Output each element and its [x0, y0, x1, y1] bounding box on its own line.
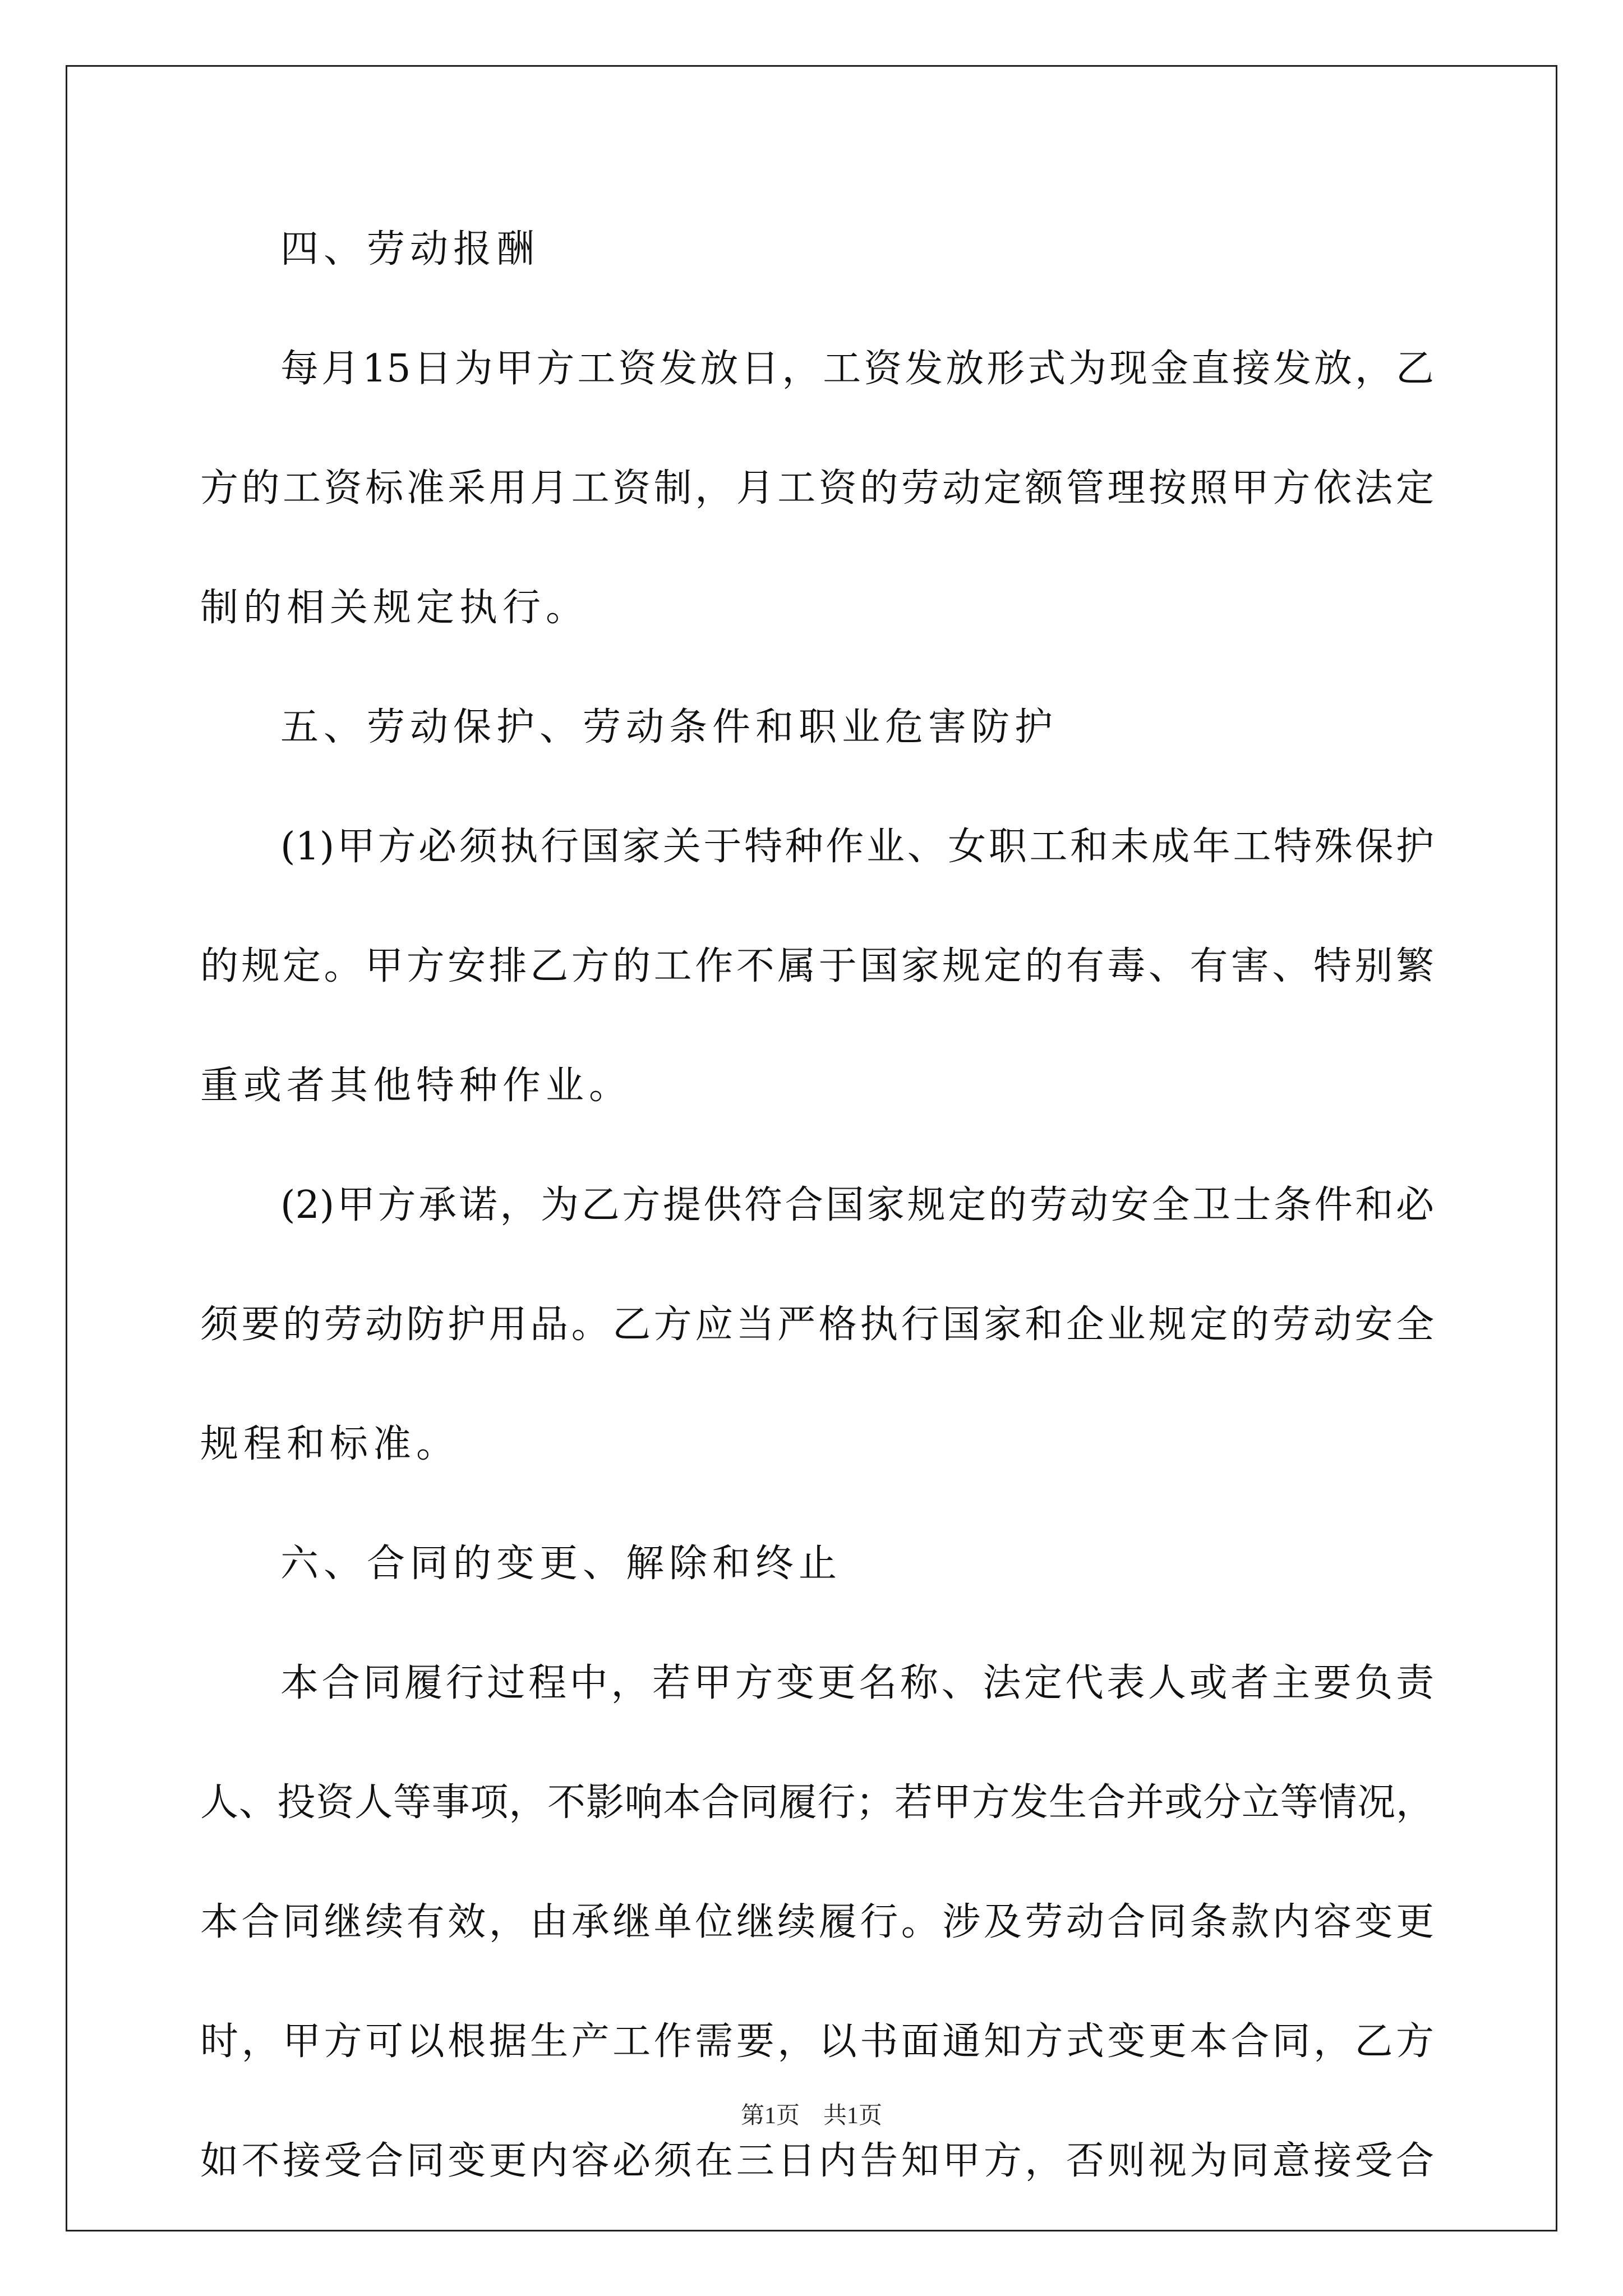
paragraph-line: 本合同继续有效，由承继单位继续履行。涉及劳动合同条款内容变更 [200, 1900, 1434, 1944]
paragraph-line: 时，甲方可以根据生产工作需要，以书面通知方式变更本合同，乙方 [200, 2019, 1434, 2064]
paragraph-line: 的规定。甲方安排乙方的工作不属于国家规定的有毒、有害、特别繁 [200, 944, 1434, 988]
section-heading-5: 五、劳动保护、劳动条件和职业危害防护 [280, 705, 1058, 749]
paragraph-line: 人、投资人等事项，不影响本合同履行；若甲方发生合并或分立等情况， [200, 1780, 1434, 1825]
paragraph-line: (1)甲方必须执行国家关于特种作业、女职工和未成年工特殊保护 [280, 825, 1434, 869]
paragraph-line: 本合同履行过程中，若甲方变更名称、法定代表人或者主要负责 [280, 1661, 1434, 1705]
page-footer: 第1页 共1页 [740, 2103, 882, 2129]
paragraph-line: 规程和标准。 [200, 1422, 460, 1466]
paragraph-line: 重或者其他特种作业。 [200, 1064, 633, 1108]
section-heading-6: 六、合同的变更、解除和终止 [280, 1542, 842, 1586]
paragraph-line: 制的相关规定执行。 [200, 586, 589, 630]
section-heading-4: 四、劳动报酬 [280, 227, 540, 272]
paragraph-line: (2)甲方承诺，为乙方提供符合国家规定的劳动安全卫士条件和必 [280, 1183, 1434, 1227]
paragraph-line: 方的工资标准采用月工资制，月工资的劳动定额管理按照甲方依法定 [200, 466, 1434, 510]
paragraph-line: 须要的劳动防护用品。乙方应当严格执行国家和企业规定的劳动安全 [200, 1303, 1434, 1347]
paragraph-line: 如不接受合同变更内容必须在三日内告知甲方，否则视为同意接受合 [200, 2139, 1434, 2183]
paragraph-line: 每月15日为甲方工资发放日，工资发放形式为现金直接发放，乙 [280, 347, 1434, 391]
